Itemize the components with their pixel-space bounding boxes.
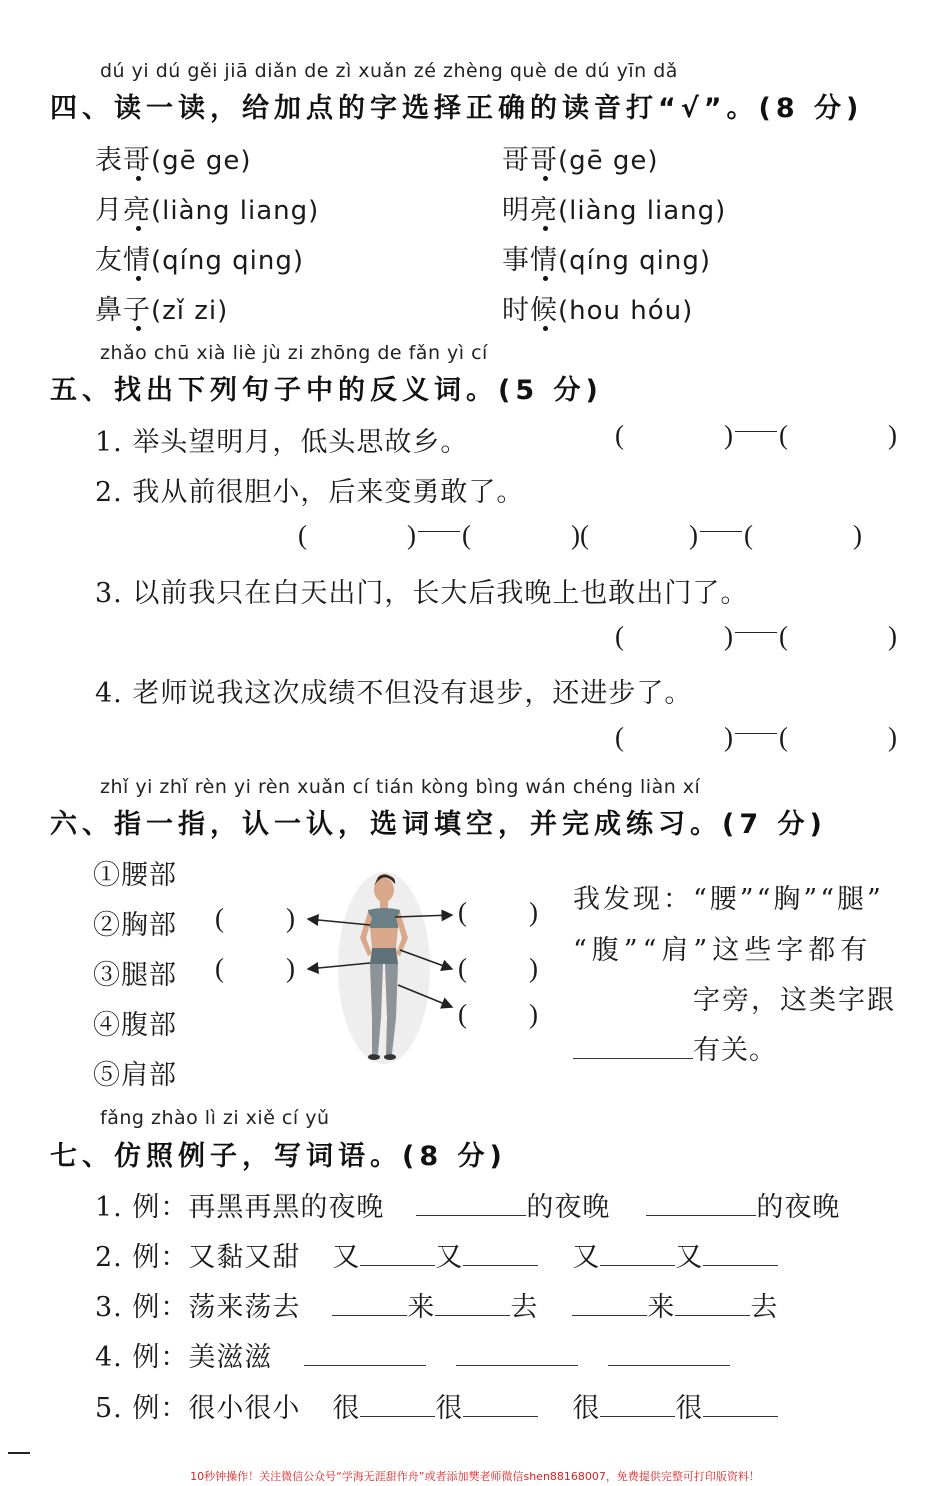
s7-q3-blank[interactable] bbox=[675, 1291, 750, 1316]
pointer-arrows bbox=[290, 895, 465, 1025]
body-part-waist: ①腰部 bbox=[93, 860, 177, 891]
discover-blank-2[interactable] bbox=[573, 1034, 693, 1059]
s7-q2-blank[interactable] bbox=[360, 1241, 435, 1266]
emphasis-dot bbox=[543, 326, 548, 331]
s4-item-2: 哥哥(gē ge) bbox=[502, 145, 659, 176]
s5-q3: 3. 以前我只在白天出门，长大后我晚上也敢出门了。 bbox=[95, 578, 749, 609]
emphasis-dot bbox=[543, 226, 548, 231]
s5-q4-answer[interactable]: ( ) ( ) bbox=[615, 722, 897, 752]
s7-q5-blank[interactable] bbox=[703, 1392, 778, 1417]
s5-heading: 五、找出下列句子中的反义词。(5 分) bbox=[50, 375, 603, 406]
s7-heading: 七、仿照例子，写词语。(8 分) bbox=[50, 1141, 507, 1172]
s5-q1: 1. 举头望明月，低头思故乡。 bbox=[95, 427, 469, 458]
s7-q4-blank[interactable] bbox=[608, 1341, 730, 1366]
s7-q5-blank[interactable] bbox=[600, 1392, 675, 1417]
s5-q3-answer[interactable]: ( ) ( ) bbox=[615, 621, 897, 651]
discover-line-3: 字旁，这类字跟 bbox=[573, 978, 896, 1017]
right-answer-3[interactable]: ( ) bbox=[458, 999, 538, 1029]
s7-q1-blank-2[interactable] bbox=[646, 1191, 756, 1216]
s5-q4: 4. 老师说我这次成绩不但没有退步，还进步了。 bbox=[95, 678, 693, 709]
left-answer-1[interactable]: ( ) bbox=[215, 903, 295, 933]
discover-line-2: “腹”“肩”这些字都有 bbox=[573, 935, 873, 966]
s4-item-6: 事情(qíng qing) bbox=[502, 245, 711, 276]
s7-q5-blank[interactable] bbox=[360, 1392, 435, 1417]
body-part-shoulders: ⑤肩部 bbox=[93, 1060, 177, 1091]
s4-pinyin: dú yi dú gěi jiā diǎn de zì xuǎn zé zhèng què de dú yīn dǎ bbox=[100, 60, 678, 82]
emphasis-dot bbox=[136, 226, 141, 231]
s7-q3-blank[interactable] bbox=[332, 1291, 407, 1316]
s7-q4: 4. 例：美滋滋 bbox=[95, 1335, 730, 1374]
s7-q5-blank[interactable] bbox=[463, 1392, 538, 1417]
s5-q1-answer[interactable]: ( ) ( ) bbox=[615, 420, 897, 450]
s7-q4-blank[interactable] bbox=[304, 1341, 426, 1366]
s6-heading: 六、指一指，认一认，选词填空，并完成练习。(7 分) bbox=[50, 809, 827, 840]
s7-q2-blank[interactable] bbox=[463, 1241, 538, 1266]
s7-q2-blank[interactable] bbox=[703, 1241, 778, 1266]
s7-q3-blank[interactable] bbox=[572, 1291, 647, 1316]
s7-q3: 3. 例：荡来荡去 来 去 来 去 bbox=[95, 1292, 779, 1323]
s5-q2-answer[interactable]: ( ) ( )( ) ( ) bbox=[298, 520, 862, 550]
body-part-abdomen: ④腹部 bbox=[93, 1010, 177, 1041]
body-part-legs: ③腿部 bbox=[93, 960, 177, 991]
emphasis-dot bbox=[543, 176, 548, 181]
s7-q2-blank[interactable] bbox=[600, 1241, 675, 1266]
s4-heading: 四、读一读，给加点的字选择正确的读音打“√”。(8 分) bbox=[50, 93, 864, 124]
footer-notice: 10秒钟操作！关注微信公众号“学海无涯甜作舟”或者添加樊老师微信shen88168007，免费提供完整可打印版资料！ bbox=[190, 1470, 760, 1483]
s4-item-1: 表哥(gē ge) bbox=[95, 145, 252, 176]
emphasis-dot bbox=[136, 276, 141, 281]
discover-line-1: 我发现：“腰”“胸”“腿” bbox=[573, 884, 884, 915]
right-answer-2[interactable]: ( ) bbox=[458, 953, 538, 983]
s6-pinyin: zhǐ yi zhǐ rèn yi rèn xuǎn cí tián kòng bìng wán chéng liàn xí bbox=[100, 776, 701, 798]
body-part-chest: ②胸部 bbox=[93, 910, 177, 941]
emphasis-dot bbox=[136, 176, 141, 181]
s7-q1-blank-1[interactable] bbox=[416, 1191, 526, 1216]
emphasis-dot bbox=[543, 276, 548, 281]
emphasis-dot bbox=[136, 326, 141, 331]
s4-item-7: 鼻子(zǐ zi) bbox=[95, 295, 229, 326]
s4-item-5: 友情(qíng qing) bbox=[95, 245, 304, 276]
s5-pinyin: zhǎo chū xià liè jù zi zhōng de fǎn yì cí bbox=[100, 342, 488, 364]
discover-blank-1[interactable] bbox=[573, 985, 693, 1009]
s7-pinyin: fǎng zhào lì zi xiě cí yǔ bbox=[100, 1107, 330, 1129]
s7-q1: 1. 例：再黑再黑的夜晚 的夜晚 的夜晚 bbox=[95, 1192, 841, 1223]
s4-item-3: 月亮(liàng liang) bbox=[95, 195, 320, 226]
s7-q4-blank[interactable] bbox=[456, 1341, 578, 1366]
s4-item-8: 时候(hou hóu) bbox=[502, 295, 694, 326]
page-corner-mark bbox=[8, 1452, 30, 1454]
left-answer-2[interactable]: ( ) bbox=[215, 953, 295, 983]
s4-item-4: 明亮(liàng liang) bbox=[502, 195, 727, 226]
s7-q3-blank[interactable] bbox=[435, 1291, 510, 1316]
right-answer-1[interactable]: ( ) bbox=[458, 897, 538, 927]
discover-line-4: 有关。 bbox=[573, 1028, 777, 1067]
s5-q2: 2. 我从前很胆小，后来变勇敢了。 bbox=[95, 477, 525, 508]
s7-q5: 5. 例：很小很小 很 很 很 很 bbox=[95, 1386, 778, 1425]
s7-q2: 2. 例：又黏又甜 又 又 又 又 bbox=[95, 1235, 778, 1274]
